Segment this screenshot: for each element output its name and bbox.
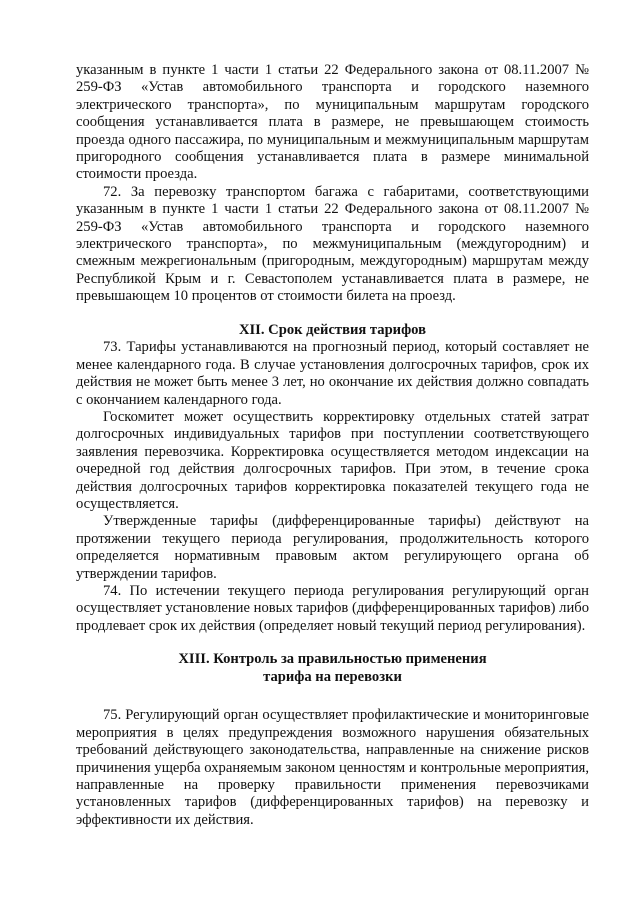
paragraph-72: 72. За перевозку транспортом багажа с габаритами, соответствующими указанным в пункте 1 части 1 статьи 22 Федерального закона от 08.11.2007 № 259-ФЗ «Устав автомобильного транспорта и городского наземного электрического транспорта», по межмуниципальным (междугородним) и смежным межрегиональным (пригородным, междугородным) маршрутам между Республикой Крым и г. Севастополем устанавливается плата в размере, не превышающем 10 процентов от стоимости билета на проезд. [76,183,589,305]
section-heading-13-line1: XIII. Контроль за правильностью применения [178,651,487,668]
section-heading-13 [76,651,589,686]
section-heading-12: XII. Срок действия тарифов [238,321,427,338]
paragraph-approved-tariffs: Утвержденные тарифы (дифференцированные тарифы) действуют на протяжении текущего периода регулирования, продолжительность которого определяется нормативным правовым актом регулирующего органа об утверждении тарифов. [76,513,589,582]
paragraph-75: 75. Регулирующий орган осуществляет профилактические и мониторинговые мероприятия в целях предупреждения возможного нарушения обязательных требований действующего законодательства, направленные на снижение рисков причинения ущерба охраняемым законом ценностям и контрольные мероприятия, направленные на проверку правильности применения перевозчиками установленных тарифов (дифференцированных тарифов) на перевозку и эффективности их действия. [76,707,589,828]
paragraph-74: 74. По истечении текущего периода регулирования регулирующий орган осуществляет установление новых тарифов (дифференцированных тарифов) либо продлевает срок их действия (определяет новый текущий период регулирования). [76,582,589,634]
paragraph-73: 73. Тарифы устанавливаются на прогнозный период, который составляет не менее календарного года. В случае установления долгосрочных тарифов, срок их действия не может быть менее 3 лет, но окончание их действия должно совпадать с окончанием календарного года. [76,339,589,408]
paragraph-correction: Госкомитет может осуществить корректировку отдельных статей затрат долгосрочных индивидуальных тарифов при поступлении соответствующего заявления перевозчика. Корректировка осуществляется методом индексации на очередной год действия долгосрочных тарифов. При этом, в течение срока действия долгосрочных тарифов корректировка показателей текущего года не осуществляется. [76,408,589,512]
paragraph-continuation: указанным в пункте 1 части 1 статьи 22 Федерального закона от 08.11.2007 № 259-ФЗ «Устав автомобильного транспорта и городского наземного электрического транспорта», по муниципальным маршрутам городского сообщения устанавливается плата в размере, не превышающем стоимость проезда одного пассажира, по муниципальным и межмуниципальным маршрутам пригородного сообщения устанавливается плата в размере минимальной стоимости проезда. [76,62,589,183]
section-heading-13-line2: тарифа на перевозки [263,668,402,685]
